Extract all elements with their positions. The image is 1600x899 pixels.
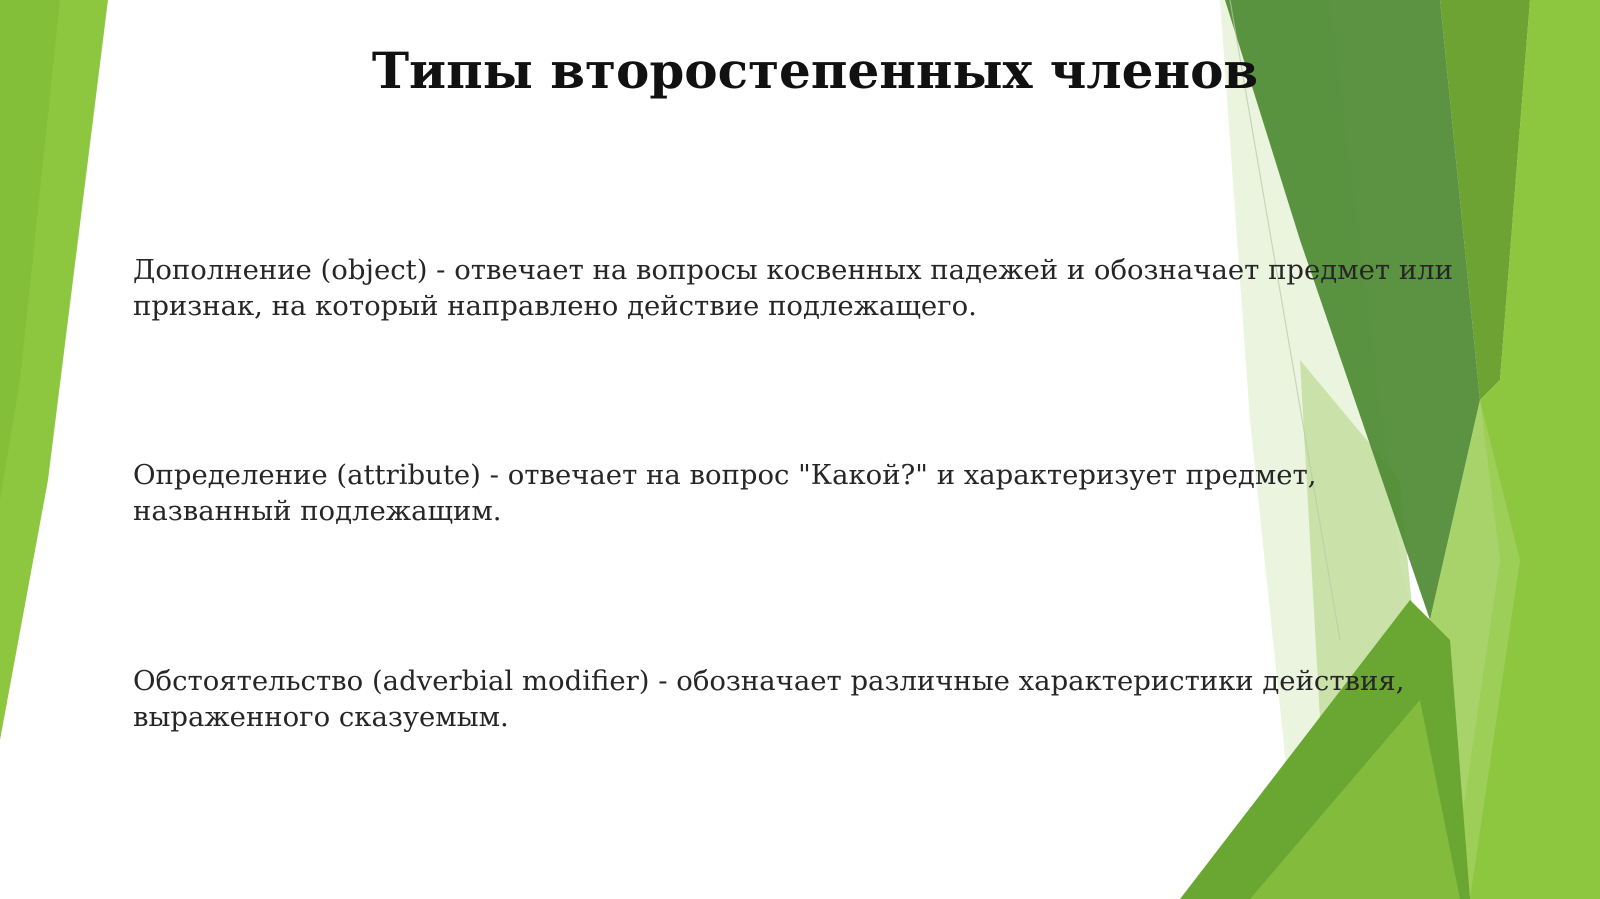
paragraph-attribute: Определение (attribute) - отвечает на вопрос "Какой?" и характеризует предмет, названный подлежащим. bbox=[133, 459, 1317, 527]
paragraph-object: Дополнение (object) - отвечает на вопросы косвенных падежей и обозначает предмет или признак, на который направлено действие подлежащего. bbox=[133, 254, 1453, 322]
slide-title: Типы второстепенных членов bbox=[371, 41, 1259, 100]
paragraph-adverbial-modifier: Обстоятельство (adverbial modifier) - обозначает различные характеристики действия, выраженного сказуемым. bbox=[133, 665, 1405, 733]
